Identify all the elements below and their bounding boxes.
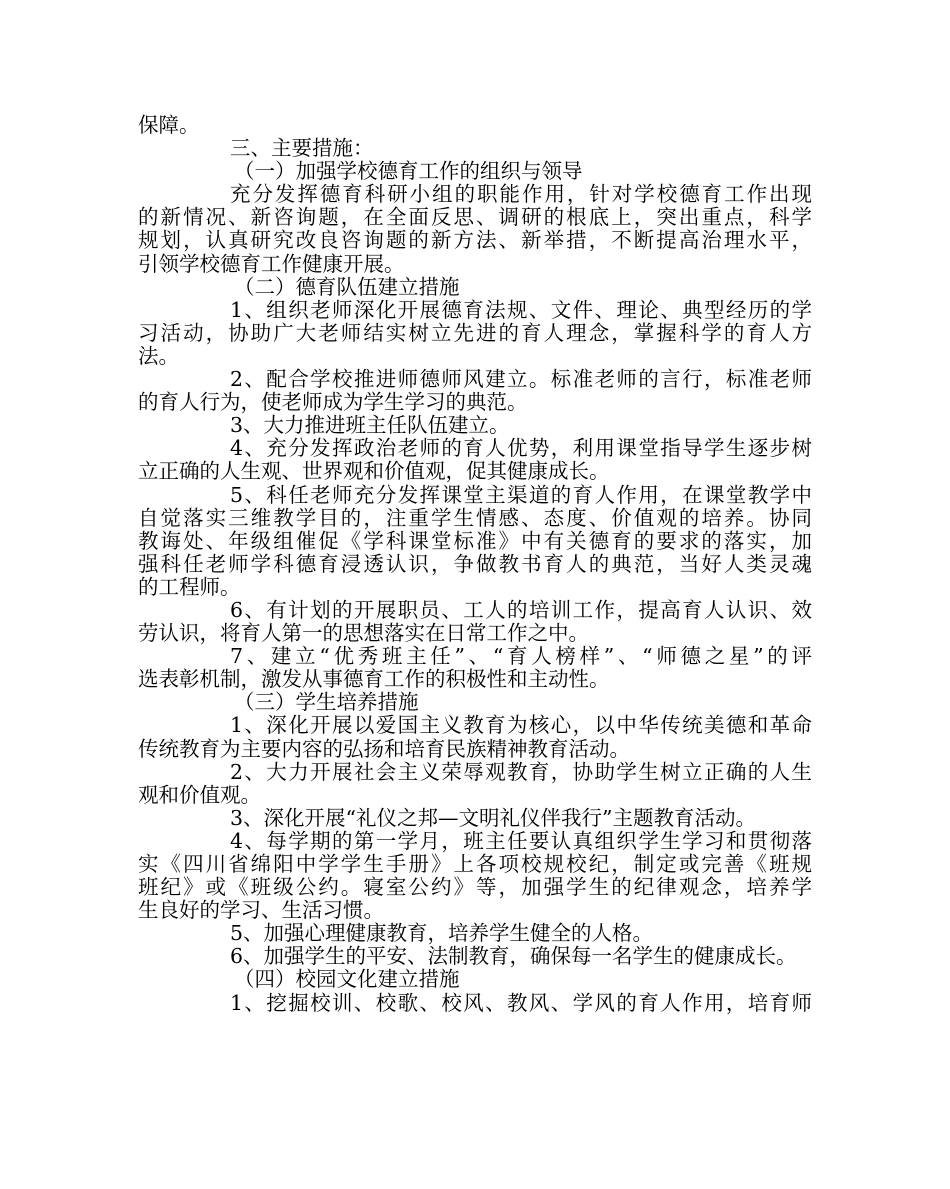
paragraph-first-line: 1、挖掘校训、校歌、校风、教风、学风的育人作用，培育师 [230, 990, 812, 1015]
paragraph-first-line: 充分发挥德育科研小组的职能作用，针对学校德育工作出现 [230, 182, 812, 207]
paragraph-first-line: 1、深化开展以爱国主义教育为核心，以中华传统美德和革命 [230, 713, 812, 738]
paragraph-first-line: 3、大力推进班主任队伍建立。 [230, 413, 510, 438]
subsection-heading: （四）校园文化建立措施 [234, 967, 460, 992]
paragraph-first-line: 2、配合学校推进师德师风建立。标准老师的言行，标准老师 [230, 367, 812, 392]
subsection-heading: （一）加强学校德育工作的组织与领导 [234, 159, 583, 184]
section-heading: 三、主要措施： [230, 136, 374, 161]
text-line: 保障。 [138, 113, 200, 137]
paragraph-first-line: 4、每学期的第一学月，班主任要认真组织学生学习和贯彻落 [230, 828, 812, 853]
text-line: 自觉落实三维教学目的，注重学生情感、态度、价值观的培养。协同 [138, 505, 812, 530]
text-line: 强科任老师学科德育浸透认识，争做教书育人的典范，当好人类灵魂 [138, 551, 812, 576]
paragraph-first-line: 4、充分发挥政治老师的育人优势，利用课堂指导学生逐步树 [230, 436, 812, 461]
subsection-heading: （二）德育队伍建立措施 [234, 274, 460, 299]
subsection-heading: （三）学生培养措施 [234, 690, 419, 715]
text-line: 实《四川省绵阳中学学生手册》上各项校规校纪，制定或完善《班规 [138, 852, 812, 876]
text-line: 法。 [138, 343, 179, 368]
text-line: 规划，认真研究改良咨询题的新方法、新举措，不断提高治理水平， [138, 228, 812, 253]
text-line: 劳认识，将育人第一的思想落实在日常工作之中。 [138, 621, 589, 646]
text-line: 班纪》或《班级公约。寝室公约》等，加强学生的纪律观念，培养学 [138, 875, 812, 900]
text-line: 传统教育为主要内容的弘扬和培育民族精神教育活动。 [138, 736, 630, 761]
text-line: 的工程师。 [138, 574, 241, 599]
paragraph-first-line: 1、组织老师深化开展德育法规、文件、理论、典型经历的学 [230, 297, 812, 322]
paragraph-first-line: 3、深化开展“礼仪之邦—文明礼仪伴我行”主题教育活动。 [230, 805, 757, 830]
text-line: 的新情况、新咨询题，在全面反思、调研的根底上，突出重点，科学 [138, 205, 812, 230]
paragraph-first-line: 5、科任老师充分发挥课堂主渠道的育人作用，在课堂教学中 [230, 482, 812, 507]
text-line: 选表彰机制，激发从事德育工作的积极性和主动性。 [138, 667, 610, 692]
paragraph-first-line: 6、有计划的开展职员、工人的培训工作，提高育人认识、效 [230, 597, 812, 622]
text-line: 教诲处、年级组催促《学科课堂标准》中有关德育的要求的落实，加 [138, 528, 812, 553]
text-line: 生良好的学习、生活习惯。 [138, 898, 384, 923]
paragraph-first-line: 6、加强学生的平安、法制教育，确保每一名学生的健康成长。 [230, 944, 797, 969]
paragraph-first-line: 2、大力开展社会主义荣辱观教育，协助学生树立正确的人生 [230, 759, 812, 784]
paragraph-first-line: 5、加强心理健康教育，培养学生健全的人格。 [230, 921, 654, 946]
document-body [138, 114, 814, 1015]
text-line: 的育人行为，使老师成为学生学习的典范。 [138, 390, 528, 415]
text-line: 观和价值观。 [138, 782, 261, 807]
paragraph-first-line: 7、建立“优秀班主任”、“育人榜样”、“师德之星”的评 [230, 644, 812, 669]
text-line: 习活动，协助广大老师结实树立先进的育人理念，掌握科学的育人方 [138, 320, 812, 345]
text-line: 立正确的人生观、世界观和价值观，促其健康成长。 [138, 459, 610, 484]
text-line: 引领学校德育工作健康开展。 [138, 251, 405, 276]
